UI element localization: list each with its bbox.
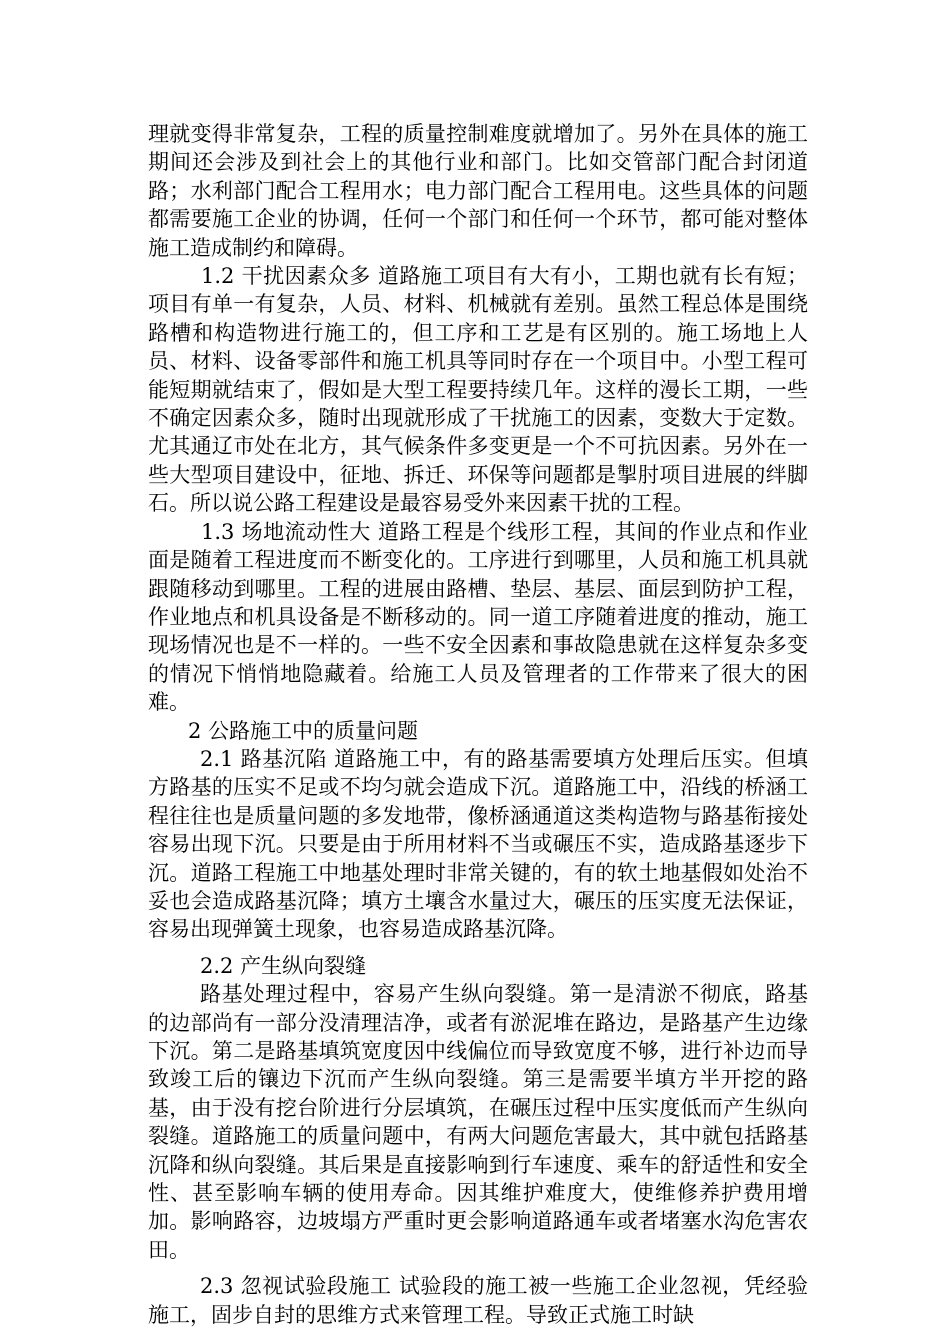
paragraph-1-3-site-mobility: 1.3 场地流动性大 道路工程是个线形工程，其间的作业点和作业面是随着工程进度而不断变化的。工序进行到哪里，人员和施工机具就跟随移动到哪里。工程的进展由路槽、垫层、基层、面层到防护工程，作业地点和机具设备是不断移动的。同一道工序随着进度的推动，施工现场情况也是不一样的。一些不安全因素和事故隐患就在这样复杂多变的情况下悄悄地隐藏着。给施工人员及管理者的工作带来了很大的困难。 (148, 519, 808, 715)
paragraph-intro-continued: 理就变得非常复杂，工程的质量控制难度就增加了。另外在具体的施工期间还会涉及到社会上的其他行业和部门。比如交管部门配合封闭道路；水利部门配合工程用水；电力部门配合工程用电。这些具体的问题都需要施工企业的协调，任何一个部门和任何一个环节，都可能对整体施工造成制约和障碍。 (148, 122, 808, 260)
paragraph-1-2-interference-factors: 1.2 干扰因素众多 道路施工项目有大有小，工期也就有长有短；项目有单一有复杂，人员、材料、机械就有差别。虽然工程总体是围绕路槽和构造物进行施工的，但工序和工艺是有区别的。施工场地上人员、材料、设备零部件和施工机具等同时存在一个项目中。小型工程可能短期就结束了，假如是大型工程要持续几年。这样的漫长工期，一些不确定因素众多，随时出现就形成了干扰施工的因素，变数大于定数。尤其通辽市处在北方，其气候条件多变更是一个不可抗因素。另外在一些大型项目建设中，征地、拆迁、环保等问题都是掣肘项目进展的绊脚石。所以说公路工程建设是最容易受外来因素干扰的工程。 (148, 264, 808, 516)
subheading-2-2: 2.2 产生纵向裂缝 (200, 953, 367, 978)
paragraph-2-2-longitudinal-cracks: 路基处理过程中，容易产生纵向裂缝。第一是清淤不彻底，路基的边部尚有一部分没清理洁净，或者有淤泥堆在路边，是路基产生边缘下沉。第二是路基填筑宽度因中线偏位而导致宽度不够，进行补边而导致竣工后的镶边下沉而产生纵向裂缝。第三是需要半填方半开挖的路基，由于没有挖台阶进行分层填筑，在碾压过程中压实度低而产生纵向裂缝。道路施工的质量问题中，有两大问题危害最大，其中就包括路基沉降和纵向裂缝。其后果是直接影响到行车速度、乘车的舒适性和安全性、甚至影响车辆的使用寿命。因其维护难度大，使维修养护费用增加。影响路容，边坡塌方严重时更会影响道路通车或者堵塞水沟危害农田。 (148, 982, 808, 1262)
paragraph-2-1-subgrade-settlement: 2.1 路基沉陷 道路施工中，有的路基需要填方处理后压实。但填方路基的压实不足或不均匀就会造成下沉。道路施工中，沿线的桥涵工程往往也是质量问题的多发地带，像桥涵通道这类构造物与路基衔接处容易出现下沉。只要是由于所用材料不当或碾压不实，造成路基逐步下沉。道路工程施工中地基处理时非常关键的，有的软土地基假如处治不妥也会造成路基沉降；填方土壤含水量过大，碾压的压实度无法保证，容易出现弹簧土现象，也容易造成路基沉降。 (148, 746, 808, 942)
document-page (148, 120, 808, 1329)
paragraph-2-3-test-section: 2.3 忽视试验段施工 试验段的施工被一些施工企业忽视，凭经验施工，固步自封的思维方式来管理工程。导致正式施工时缺 (148, 1274, 808, 1327)
section-heading-2: 2 公路施工中的质量问题 (188, 718, 419, 743)
